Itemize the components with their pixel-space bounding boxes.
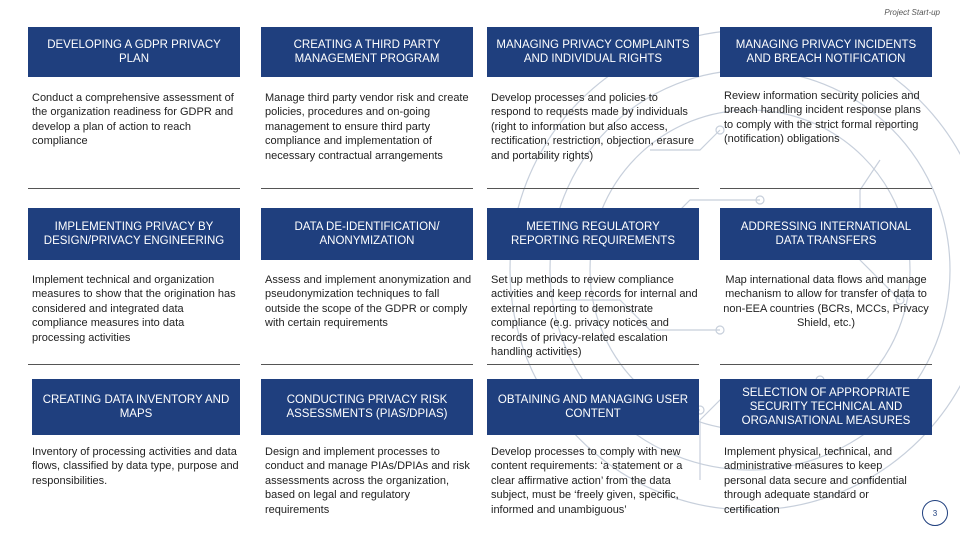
cell-title: CREATING A THIRD PARTY MANAGEMENT PROGRAM [261, 27, 473, 77]
cell-description: Develop processes and policies to respond to requests made by individuals (right to information but also access, rectification, restriction, objection, erasure and portability rights) [491, 92, 694, 162]
divider [261, 188, 473, 189]
service-cell [28, 27, 240, 191]
divider [487, 364, 699, 365]
project-label: Project Start-up [884, 8, 940, 17]
divider [720, 364, 932, 365]
service-cell [28, 208, 240, 366]
divider [28, 188, 240, 189]
cell-description: Manage third party vendor risk and create policies, procedures and on-going management to ensure third party compliance and implementation of necessary contractual arrangements [265, 92, 469, 162]
divider [261, 364, 473, 365]
cell-title: MANAGING PRIVACY INCIDENTS AND BREACH NOTIFICATION [720, 27, 932, 77]
cell-description: Conduct a comprehensive assessment of the organization readiness for GDPR and develop a plan of action to reach compliance [32, 92, 234, 148]
cell-title: CONDUCTING PRIVACY RISK ASSESSMENTS (PIAS/DPIAS) [261, 379, 473, 435]
service-cell [261, 27, 473, 191]
cell-description: Set up methods to review compliance activities and keep records for internal and external reporting to demonstrate compliance (e.g. privacy notices and records of privacy-related escalation handling activities) [491, 274, 698, 359]
cell-description: Implement technical and organization measures to show that the origination has considered and integrated data compliance measures into data processing activities [32, 274, 236, 344]
divider [720, 188, 932, 189]
cell-title: OBTAINING AND MANAGING USER CONTENT [487, 379, 699, 435]
divider [487, 188, 699, 189]
cell-title: CREATING DATA INVENTORY AND MAPS [32, 379, 240, 435]
cell-description: Review information security policies and breach handling incident response plans to comply with the strict formal reporting (notification) obligations [724, 90, 921, 146]
cell-description: Map international data flows and manage mechanism to allow for transfer of data to non-EEA countries (BCRs, MCCs, Privacy Shield, etc.) [723, 274, 929, 330]
cell-title: SELECTION OF APPROPRIATE SECURITY TECHNICAL AND ORGANISATIONAL MEASURES [720, 379, 932, 435]
cell-title: IMPLEMENTING PRIVACY BY DESIGN/PRIVACY ENGINEERING [28, 208, 240, 260]
cell-description: Inventory of processing activities and data flows, classified by data type, purpose and responsibilities. [32, 446, 239, 487]
divider [28, 364, 240, 365]
service-cell [720, 379, 932, 529]
service-cell [261, 379, 473, 529]
cell-title: MEETING REGULATORY REPORTING REQUIREMENTS [487, 208, 699, 260]
service-cell [487, 27, 699, 191]
service-cell [487, 208, 699, 366]
service-cell [28, 379, 240, 529]
page-number: 3 [922, 500, 948, 526]
cell-title: MANAGING PRIVACY COMPLAINTS AND INDIVIDUAL RIGHTS [487, 27, 699, 77]
cell-description: Develop processes to comply with new content requirements: ‘a statement or a clear affirmative action’ from the data subject, must be ‘freely given, specific, informed and unambiguous’ [491, 446, 683, 516]
service-cell [720, 208, 932, 366]
service-cell [261, 208, 473, 366]
cell-title: DEVELOPING A GDPR PRIVACY PLAN [28, 27, 240, 77]
cell-description: Assess and implement anonymization and pseudonymization techniques to fall outside the scope of the GDPR or comply with certain requirements [265, 274, 472, 330]
cell-title: ADDRESSING INTERNATIONAL DATA TRANSFERS [720, 208, 932, 260]
cell-description: Design and implement processes to conduct and manage PIAs/DPIAs and risk assessments across the organization, based on legal and regulatory requirements [265, 446, 470, 516]
cell-description: Implement physical, technical, and administrative measures to keep personal data secure and confidential through adequate standard or certification [724, 446, 907, 516]
service-cell [487, 379, 699, 529]
service-cell [720, 27, 932, 191]
cell-title: DATA DE-IDENTIFICATION/ ANONYMIZATION [261, 208, 473, 260]
